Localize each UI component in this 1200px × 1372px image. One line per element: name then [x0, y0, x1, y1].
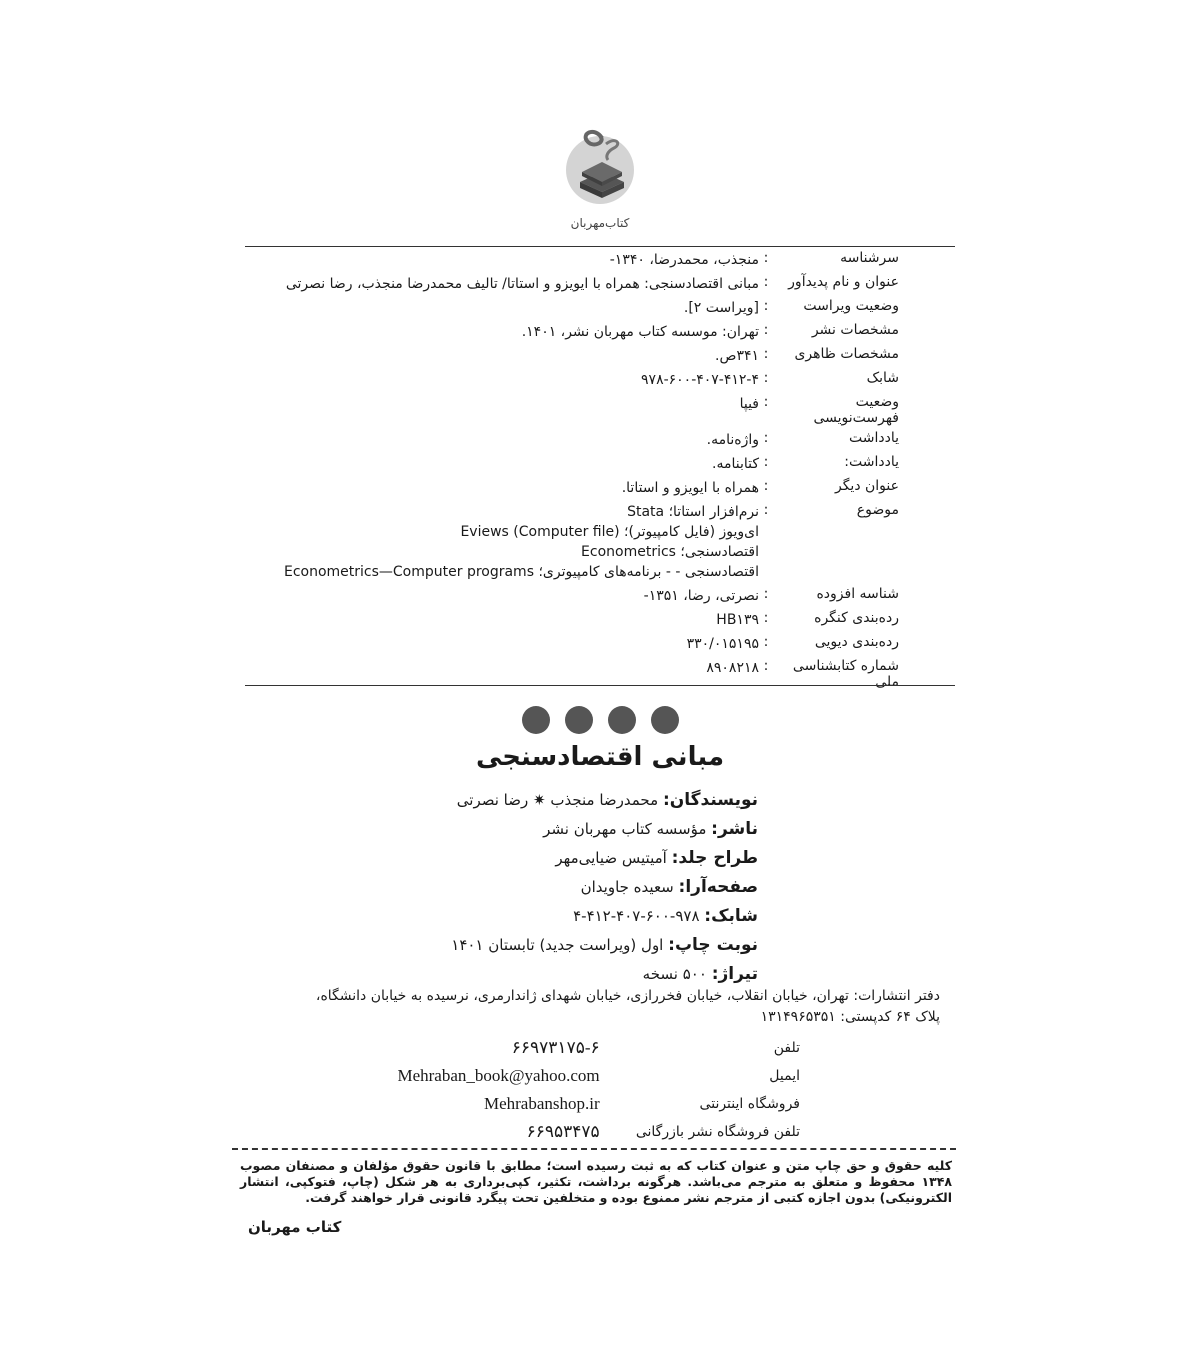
cip-value: ۸۹۰۸۲۱۸	[706, 660, 759, 676]
cip-label: یادداشت	[849, 430, 899, 446]
credit-layout	[300, 873, 758, 902]
cip-row-physical: مشخصات ظاهری : ۳۴۱ص.	[245, 346, 899, 366]
credits-block	[300, 786, 758, 989]
cip-label: شناسه افزوده	[816, 586, 899, 602]
cip-label: وضعیت ویراست	[803, 298, 899, 314]
office-address	[240, 986, 940, 1028]
cip-row-main-entry: سرشناسه : منجذب، محمدرضا، ۱۳۴۰-	[245, 250, 899, 270]
credit-publisher	[300, 815, 758, 844]
publisher-signature: کتاب مهربان	[248, 1218, 342, 1236]
contact-label: ایمیل	[769, 1068, 800, 1084]
ornament-dot	[522, 706, 550, 734]
cip-value: نرم‌افزار استاتا؛ Stata	[627, 504, 759, 520]
contact-label: فروشگاه اینترنتی	[699, 1096, 800, 1112]
cip-row-other-title: عنوان دیگر : همراه با ایویزو و استاتا.	[245, 478, 899, 498]
cip-row-title: عنوان و نام پدیدآور : مبانی اقتصادسنجی: همراه با ایویزو و استاتا/ تالیف محمدرضا منجذب، رضا نصرتی	[245, 274, 899, 294]
contact-label: تلفن فروشگاه نشر بازرگانی	[635, 1124, 800, 1140]
cip-top-rule	[245, 246, 955, 247]
credit-value: اول (ویراست جدید) تابستان ۱۴۰۱	[451, 936, 664, 954]
book-title: مبانی اقتصادسنجی	[475, 742, 725, 772]
cip-value: واژه‌نامه.	[706, 432, 759, 448]
cip-label: شماره کتابشناسی ملی	[792, 658, 899, 690]
cip-label: شابک	[866, 370, 899, 386]
cip-value: نصرتی، رضا، ۱۳۵۱-	[643, 588, 759, 604]
cip-label: مشخصات ظاهری	[794, 346, 899, 362]
cip-label: سرشناسه	[840, 250, 899, 266]
logo-caption: کتاب‌مهربان	[570, 216, 630, 230]
credit-label: ناشر:	[711, 819, 758, 839]
cip-row-national-number: شماره کتابشناسی ملی : ۸۹۰۸۲۱۸	[245, 658, 899, 690]
credit-value: ۵۰۰ نسخه	[642, 965, 707, 983]
cip-row-added-entry: شناسه افزوده : نصرتی، رضا، ۱۳۵۱-	[245, 586, 899, 606]
credit-label: صفحه‌آرا:	[678, 877, 758, 897]
cip-label: عنوان دیگر	[834, 478, 899, 494]
cip-row-lc-class: رده‌بندی کنگره : HB۱۳۹	[245, 610, 899, 630]
contact-value: Mehrabanshop.ir	[483, 1094, 600, 1113]
cip-value: [ویراست ۲].	[683, 300, 759, 316]
cip-value: کتابنامه.	[712, 456, 759, 472]
credit-print-run	[300, 960, 758, 989]
cip-label: مشخصات نشر	[811, 322, 899, 338]
cip-value: HB۱۳۹	[716, 612, 759, 628]
credit-label: شابک:	[704, 906, 758, 926]
cip-row-cataloging-status: وضعیت فهرست‌نویسی : فیپا	[245, 394, 899, 426]
cip-row-subject: موضوع : نرم‌افزار استاتا؛ Stata ای‌ویوز (فایل کامپیوتر)؛ Eviews (Computer file) اقتصادسنجی؛ Econometrics اقتصادسنجی - - برنامه‌های کامپیوتری؛ Econometrics—Computer programs	[245, 502, 899, 582]
cip-bottom-rule	[245, 685, 955, 686]
contact-website	[340, 1090, 800, 1118]
cip-value: همراه با ایویزو و استاتا.	[621, 480, 759, 496]
address-line: دفتر انتشارات: تهران، خیابان انقلاب، خیابان فخررازی، خیابان شهدای ژاندارمری، نرسیده به خیابان دانشگاه،	[315, 988, 940, 1004]
dashed-separator	[232, 1148, 956, 1150]
contacts-table	[340, 1034, 800, 1146]
credit-value: آمیتیس ضیایی‌مهر	[555, 849, 667, 867]
contact-label: تلفن	[773, 1040, 800, 1056]
credit-label: تیراژ:	[711, 964, 758, 984]
cip-row-dewey: رده‌بندی دیویی : ۳۳۰/۰۱۵۱۹۵	[245, 634, 899, 654]
cip-value: اقتصادسنجی - - برنامه‌های کامپیوتری؛ Econometrics—Computer programs	[283, 564, 759, 580]
credit-value: سعیده جاویدان	[580, 878, 674, 896]
cip-value: فیپا	[739, 396, 759, 412]
cip-row-note: یادداشت : واژه‌نامه.	[245, 430, 899, 450]
cip-row-isbn: شابک : ۹۷۸-۶۰۰-۴۰۷-۴۱۲-۴	[245, 370, 899, 390]
cip-label: رده‌بندی دیویی	[814, 634, 899, 650]
ornament-dot	[565, 706, 593, 734]
cip-value: ۳۳۰/۰۱۵۱۹۵	[686, 636, 759, 652]
cip-label: موضوع	[856, 502, 899, 518]
credit-label: نویسندگان:	[662, 790, 758, 810]
credit-value: محمدرضا منجذب ✷ رضا نصرتی	[456, 791, 659, 809]
contact-value: ۶۶۹۵۳۴۷۵	[526, 1122, 600, 1141]
credit-label: طراح جلد:	[671, 848, 758, 868]
copyright-notice: کلیه حقوق و حق چاپ متن و عنوان کتاب که به ثبت رسیده است؛ مطابق با قانون حقوق مؤلفان و مصنفان مصوب ۱۳۴۸ محفوظ و متعلق به مترجم می‌باشد. هرگونه برداشت، تکثیر، کپی‌برداری به هر شکل (چاپ، فتوکپی، انتشار الکترونیکی) بدون اجازه کتبی از مترجم نشر ممنوع بوده و متخلفین تحت پیگرد قانونی قرار خواهند گرفت.	[240, 1158, 952, 1205]
ornament-dot	[651, 706, 679, 734]
ornament-dot	[608, 706, 636, 734]
contact-value: Mehraban_book@yahoo.com	[397, 1066, 600, 1085]
address-line: پلاک ۶۴ کدپستی: ۱۳۱۴۹۶۵۳۵۱	[760, 1009, 940, 1025]
contact-store-phone	[340, 1118, 800, 1146]
credit-value: مؤسسه کتاب مهربان نشر	[543, 820, 707, 838]
cip-row-note-2: یادداشت: : کتابنامه.	[245, 454, 899, 474]
cip-value: تهران: موسسه کتاب مهربان نشر، ۱۴۰۱.	[521, 324, 759, 340]
cip-label: یادداشت:	[844, 454, 899, 470]
ornament-dots	[0, 706, 1200, 734]
cataloging-block	[245, 250, 899, 694]
cip-value: ۹۷۸-۶۰۰-۴۰۷-۴۱۲-۴	[641, 372, 759, 388]
cip-value: ۳۴۱ص.	[715, 348, 759, 364]
cip-row-publication: مشخصات نشر : تهران: موسسه کتاب مهربان نشر، ۱۴۰۱.	[245, 322, 899, 342]
credit-cover-designer	[300, 844, 758, 873]
contact-phone	[340, 1034, 800, 1062]
cip-label: رده‌بندی کنگره	[814, 610, 899, 626]
publisher-logo	[550, 120, 650, 240]
cip-row-edition: وضعیت ویراست : [ویراست ۲].	[245, 298, 899, 318]
credit-edition	[300, 931, 758, 960]
book-stack-icon	[550, 120, 650, 216]
contact-email	[340, 1062, 800, 1090]
cip-value: منجذب، محمدرضا، ۱۳۴۰-	[609, 252, 759, 268]
cip-value: اقتصادسنجی؛ Econometrics	[581, 544, 759, 560]
cip-label: وضعیت فهرست‌نویسی	[813, 394, 899, 426]
credit-label: نوبت چاپ:	[668, 935, 758, 955]
credit-value: ۹۷۸-۶۰۰-۴۰۷-۴۱۲-۴	[573, 907, 700, 925]
credit-isbn	[300, 902, 758, 931]
cip-label: عنوان و نام پدیدآور	[788, 274, 899, 290]
cip-value: مبانی اقتصادسنجی: همراه با ایویزو و استاتا/ تالیف محمدرضا منجذب، رضا نصرتی	[285, 276, 759, 292]
credit-authors	[300, 786, 758, 815]
cip-value: ای‌ویوز (فایل کامپیوتر)؛ Eviews (Computer file)	[460, 524, 759, 540]
contact-value: ۶۶۹۷۳۱۷۵-۶	[511, 1038, 600, 1057]
